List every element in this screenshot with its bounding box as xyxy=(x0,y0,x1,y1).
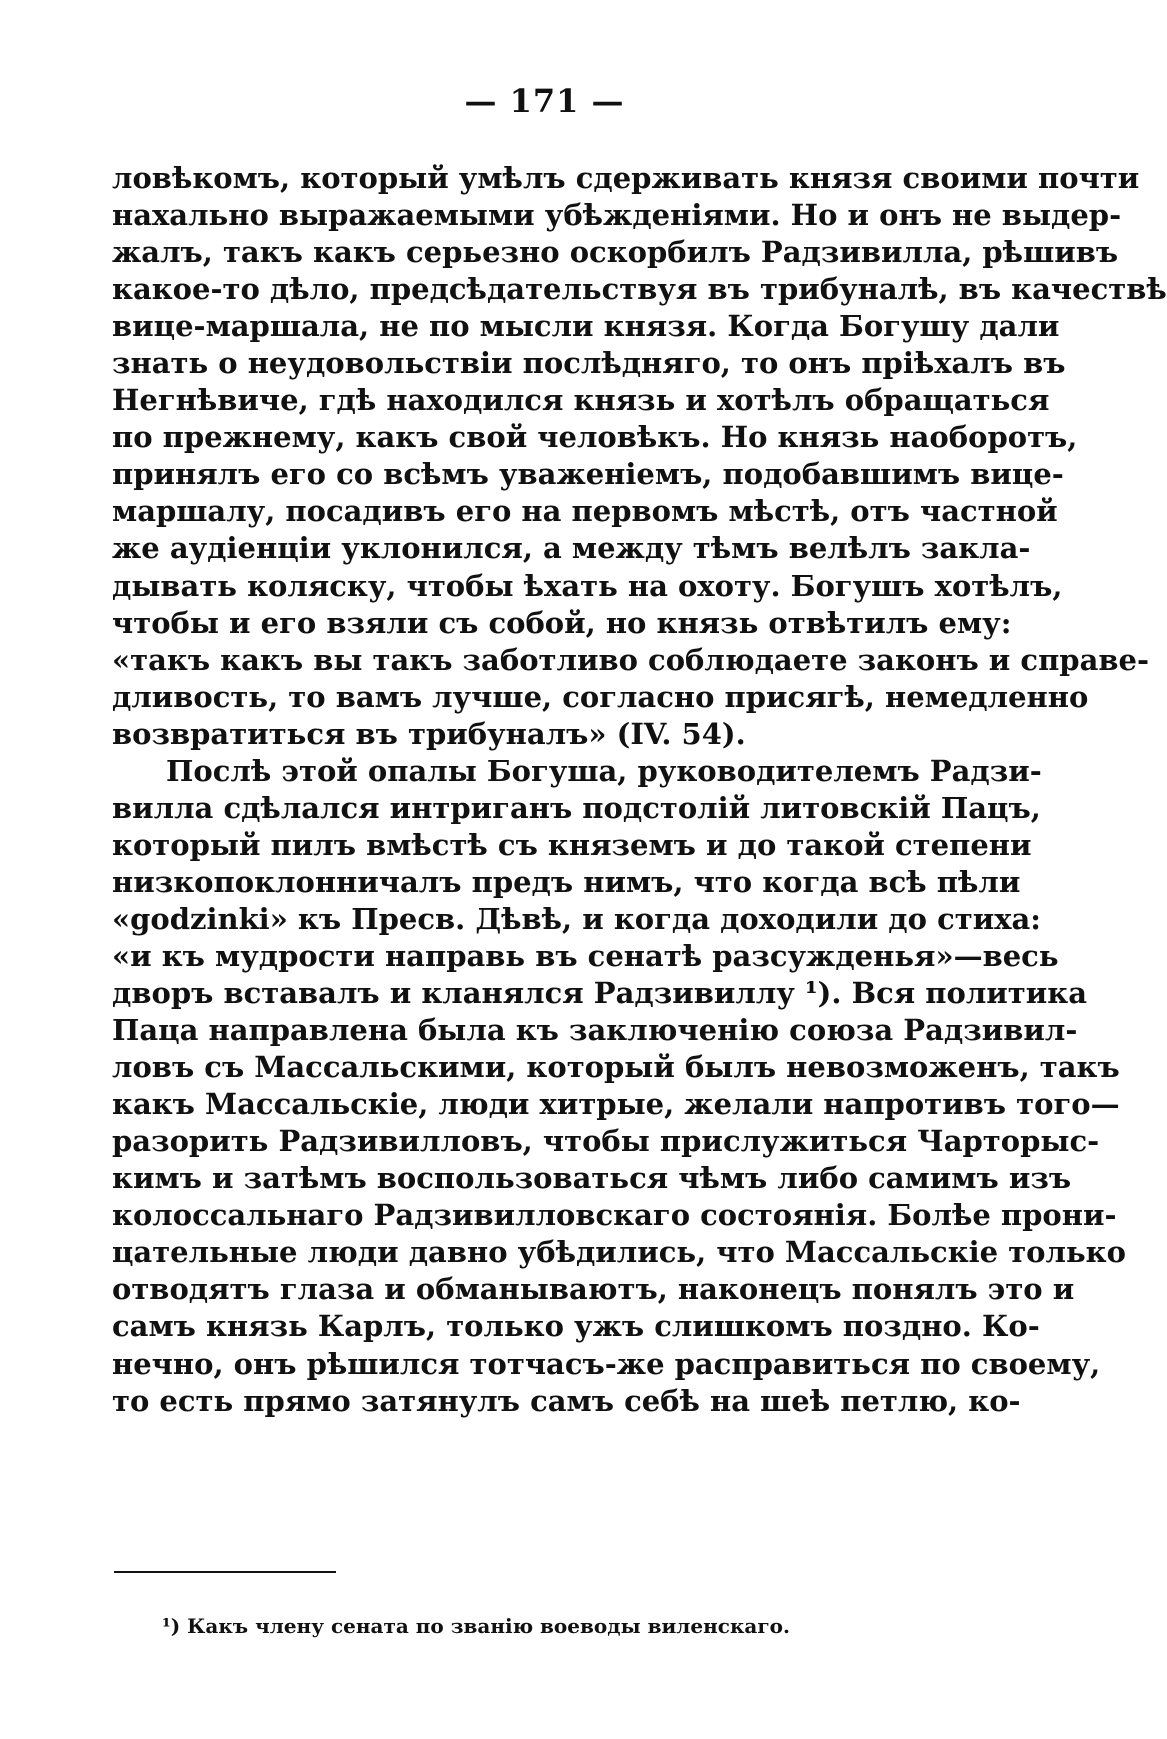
text-line: вице-маршала, не по мысли князя. Когда Богушу дали xyxy=(112,309,1060,344)
text-line: «и къ мудрости направь въ сенатѣ разсужденья»—весь xyxy=(112,938,1059,973)
text-line: вилла сдѣлался интриганъ подстолій литовскій Пацъ, xyxy=(112,790,1041,825)
text-line: чтобы и его взяли съ собой, но князь отвѣтилъ ему: xyxy=(112,605,1012,640)
text-line: который пилъ вмѣстѣ съ княземъ и до такой степени xyxy=(112,827,1032,862)
text-line: принялъ его со всѣмъ уваженіемъ, подобавшимъ вице- xyxy=(112,457,1064,492)
page-number: — 171 — xyxy=(464,82,625,120)
text-line: Паца направлена была къ заключенію союза Радзивил- xyxy=(112,1013,1078,1048)
text-line: цательные люди давно убѣдились, что Массальскіе только xyxy=(112,1235,1126,1270)
text-line: то есть прямо затянулъ самъ себѣ на шеѣ петлю, ко- xyxy=(112,1383,1021,1418)
text-line: какъ Массальскіе, люди хитрые, желали напротивъ того— xyxy=(112,1087,1120,1122)
text-line: знать о неудовольствіи послѣдняго, то онъ пріѣхалъ въ xyxy=(112,346,1066,381)
main-text xyxy=(112,160,1167,1420)
text-line: нахально выражаемыми убѣжденіями. Но и онъ не выдер- xyxy=(112,198,1122,233)
text-line: Послѣ этой опалы Богуша, руководителемъ Радзи- xyxy=(166,753,1042,788)
footnote-divider xyxy=(114,1571,336,1573)
text-line: кимъ и затѣмъ воспользоваться чѣмъ либо самимъ изъ xyxy=(112,1161,1072,1196)
text-line: низкопоклонничалъ предъ нимъ, что когда всѣ пѣли xyxy=(112,864,1021,899)
text-line: же аудіенціи уклонился, а между тѣмъ велѣлъ закла- xyxy=(112,531,1031,566)
text-line: отводятъ глаза и обманываютъ, наконецъ понялъ это и xyxy=(112,1272,1075,1307)
text-line: нечно, онъ рѣшился тотчасъ-же расправиться по своему, xyxy=(112,1346,1101,1381)
text-line: ловъ съ Массальскими, который былъ невозможенъ, такъ xyxy=(112,1050,1120,1085)
text-line: дывать коляску, чтобы ѣхать на охоту. Богушъ хотѣлъ, xyxy=(112,568,1063,603)
text-line: возвратиться въ трибуналъ» (IV. 54). xyxy=(112,716,746,751)
text-line: «такъ какъ вы такъ заботливо соблюдаете законъ и справе- xyxy=(112,642,1150,677)
text-line: Негнѣвиче, гдѣ находился князь и хотѣлъ обращаться xyxy=(112,383,1050,418)
text-line: «godzinki» къ Пресв. Дѣвѣ, и когда доходили до стиха: xyxy=(112,901,1041,936)
text-line: ловѣкомъ, который умѣлъ сдерживать князя своими почти xyxy=(112,161,1140,195)
text-line: какое-то дѣло, предсѣдательствуя въ трибуналѣ, въ качествѣ xyxy=(112,272,1167,307)
text-line: по прежнему, какъ свой человѣкъ. Но князь наоборотъ, xyxy=(112,420,1078,455)
text-line: маршалу, посадивъ его на первомъ мѣстѣ, отъ частной xyxy=(112,494,1058,529)
text-line: дливость, то вамъ лучше, согласно присягѣ, немедленно xyxy=(112,679,1089,714)
text-line: жалъ, такъ какъ серьезно оскорбилъ Радзивилла, рѣшивъ xyxy=(112,235,1119,270)
text-line: самъ князь Карлъ, только ужъ слишкомъ поздно. Ко- xyxy=(112,1309,1040,1344)
text-line: дворъ вставалъ и кланялся Радзивиллу ¹). Вся политика xyxy=(112,976,1087,1011)
text-line: разорить Радзивилловъ, чтобы прислужиться Чарторыс- xyxy=(112,1124,1100,1159)
text-line: колоссальнаго Радзивилловскаго состоянія. Болѣе прони- xyxy=(112,1198,1117,1233)
footnote: ¹) Какъ члену сената по званію воеводы виленскаго. xyxy=(162,1614,790,1638)
